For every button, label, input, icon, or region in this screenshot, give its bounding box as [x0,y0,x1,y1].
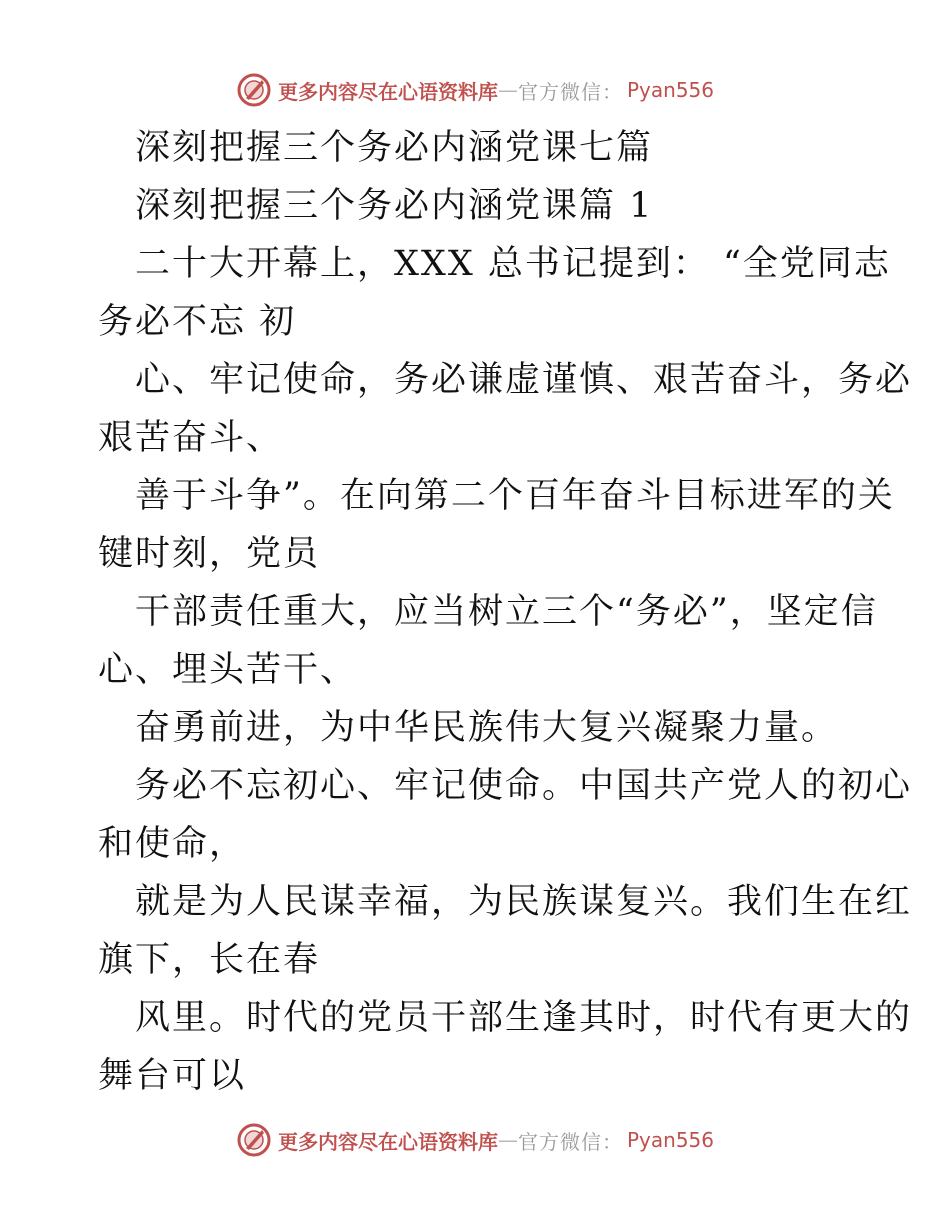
quill-seal-logo-icon [236,72,272,108]
text-line: 二十大开幕上，XXX 总书记提到： “全党同志 [135,244,891,284]
quill-seal-logo-icon [236,1122,272,1158]
text-line: 键时刻，党员 [98,534,321,574]
text-line: 务必不忘初心、牢记使命。中国共产党人的初心 [135,766,913,806]
text-line: 心、埋头苦干、 [98,650,358,690]
watermark-site-text: 更多内容尽在心语资料库 [277,79,498,104]
text-line: 善于斗争”。在向第二个百年奋斗目标进军的关 [135,476,895,516]
section-heading: 深刻把握三个务必内涵党课篇 1 [135,186,654,226]
watermark-dash: — [497,1128,518,1152]
text-line: 旗下，长在春 [98,940,321,980]
text-line: 艰苦奋斗、 [98,418,284,458]
watermark-wechat-id: Pyan556 [626,1128,714,1152]
header-watermark [0,68,950,112]
text-line: 务必不忘 初 [98,302,297,342]
document-title: 深刻把握三个务必内涵党课七篇 [135,128,654,168]
text-line: 和使命， [98,824,247,864]
text-line: 干部责任重大，应当树立三个“务必”，坚定信 [135,592,878,632]
watermark-dash: — [497,78,518,102]
text-line: 舞台可以 [98,1056,247,1096]
watermark-official-text: 官方微信： [517,1129,623,1154]
watermark-wechat-id: Pyan556 [626,78,714,102]
text-line: 风里。时代的党员干部生逢其时，时代有更大的 [135,998,913,1038]
text-line: 奋勇前进，为中华民族伟大复兴凝聚力量。 [135,708,839,748]
text-line: 就是为人民谋幸福，为民族谋复兴。我们生在红 [135,882,913,922]
footer-watermark [0,1118,950,1162]
watermark-site-text: 更多内容尽在心语资料库 [277,1129,498,1154]
text-line: 心、牢记使命，务必谦虚谨慎、艰苦奋斗，务必 [135,360,913,400]
watermark-official-text: 官方微信： [517,79,623,104]
